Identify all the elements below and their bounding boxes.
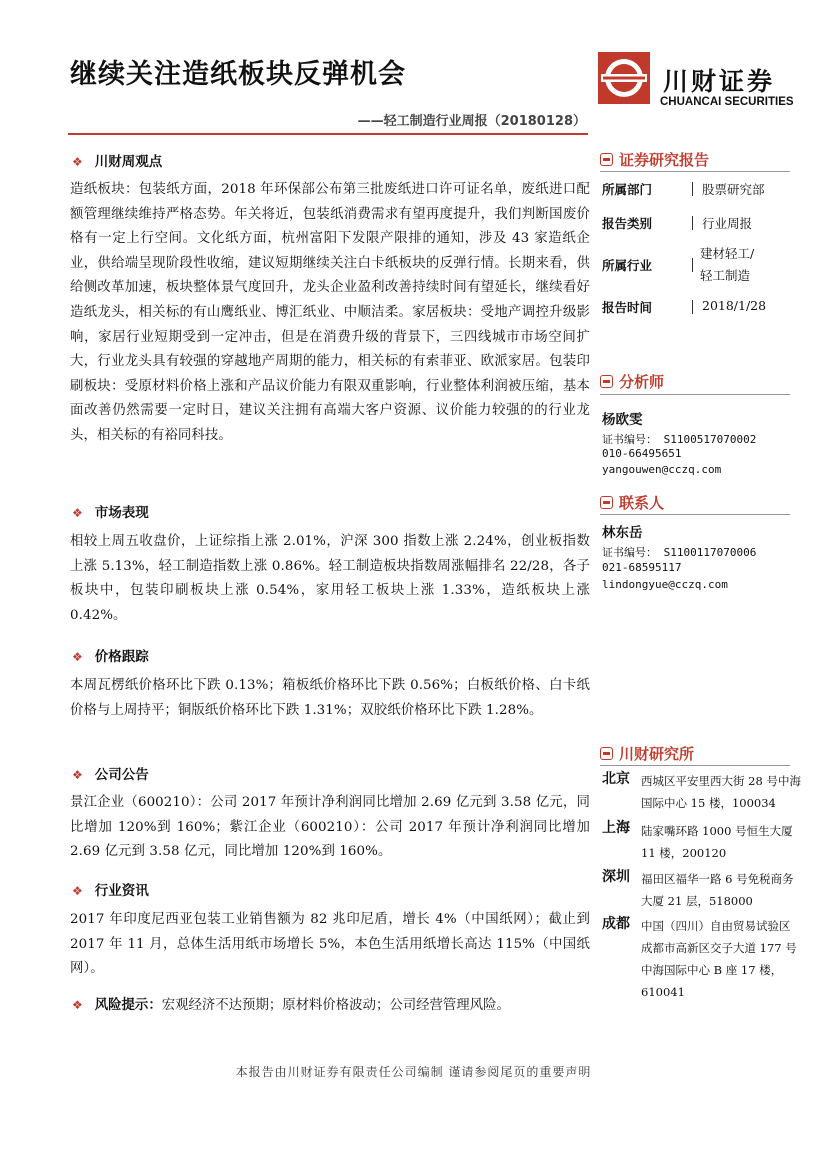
- company-name-cn: 川财证券: [663, 67, 776, 96]
- section-heading-announcement: ❖ 公司公告: [72, 767, 149, 783]
- building-icon: [600, 747, 613, 760]
- section-body-news: 2017 年印度尼西亚包装工业销售额为 82 兆印尼盾，增长 4%（中国纸网）；截止到 2017 年 11 月，总体生活用纸市场增长 5%，本色生活用纸增长高达 115%（中国纸网）。: [70, 912, 590, 977]
- analyst-email[interactable]: yangouwen@cczq.com: [602, 463, 722, 476]
- section-body-view: 造纸板块：包装纸方面，2018 年环保部公布第三批废纸进口许可证名单，废纸进口配额管理继续维持严格态势。年关将近，包装纸消费需求有望再度提升，我们判断国废价格有一定上行空间。文化纸方面，杭州富阳下发限产限排的通知，涉及 43 家造纸企业，供给端呈现阶段性收缩，建议短期继续关注白卡纸板块的反弹行情。长期来看，供给侧改革加速，板块整体景气度回升，龙头企业盈利改善持续时间有望延长，继续看好造纸龙头，相关标的有山鹰纸业、博汇纸业、中顺洁柔。家居板块：受地产调控升级影响，家居行业短期受到一定冲击，但是在消费升级的背景下，三四线城市市场空间扩大，行业龙头具有较强的穿越地产周期的能力，相关标的有索菲亚、欧派家居。包装印刷板块：受原材料价格上涨和产品议价能力有限双重影响，行业整体利润被压缩，基本面改善仍然需要一定时日，建议关注拥有高端大客户资源、议价能力较强的的行业龙头，相关标的有裕同科技。: [70, 182, 590, 443]
- diamond-bullet-icon: ❖: [72, 650, 83, 664]
- info-value-department: 股票研究部: [702, 182, 765, 197]
- analyst-phone: 010-66495651: [602, 447, 682, 460]
- person-icon: [600, 496, 613, 509]
- section-heading-view: ❖ 川财周观点: [72, 154, 163, 170]
- info-label-department: 所属部门: [602, 182, 653, 197]
- divider: [600, 171, 790, 172]
- info-value-category: 行业周报: [702, 216, 753, 231]
- analyst-name: 杨欧雯: [602, 412, 643, 428]
- diamond-bullet-icon: ❖: [72, 768, 83, 782]
- institute-heading: 川财研究所: [600, 743, 694, 764]
- info-label-industry: 所属行业: [602, 258, 653, 273]
- diamond-bullet-icon: ❖: [72, 506, 83, 520]
- report-subtitle: ——轻工制造行业周报（20180128）: [357, 114, 586, 129]
- office-city-beijing: 北京: [602, 771, 630, 787]
- footer-disclaimer: 本报告由川财证券有限责任公司编制 谨请参阅尾页的重要声明: [235, 1065, 592, 1079]
- contact-email[interactable]: lindongyue@cczq.com: [602, 578, 728, 591]
- contact-phone: 021-68595117: [602, 561, 682, 574]
- analyst-heading: 分析师: [600, 371, 664, 392]
- company-name-en: CHUANCAI SECURITIES: [660, 96, 794, 108]
- diamond-bullet-icon: ❖: [72, 998, 83, 1012]
- divider: [692, 258, 693, 272]
- diamond-bullet-icon: ❖: [72, 884, 83, 898]
- info-label-category: 报告类别: [602, 216, 653, 231]
- header-divider: [68, 133, 588, 135]
- divider: [692, 300, 693, 314]
- analyst-cert: 证书编号： S1100517070002: [602, 433, 757, 446]
- section-heading-market: ❖ 市场表现: [72, 505, 149, 521]
- divider: [692, 216, 693, 230]
- person-icon: [600, 375, 613, 388]
- office-address-shenzhen: 福田区福华一路 6 号免税商务大厦 21 层，518000: [641, 872, 794, 908]
- contact-name: 林东岳: [602, 525, 643, 541]
- divider: [600, 394, 790, 395]
- risk-warning: ❖ 风险提示：宏观经济不达预期；原材料价格波动；公司经营管理风险。: [72, 998, 510, 1013]
- office-city-shenzhen: 深圳: [602, 869, 630, 885]
- report-icon: [600, 153, 613, 166]
- section-body-market: 相较上周五收盘价，上证综指上涨 2.01%，沪深 300 指数上涨 2.24%，创业板指数上涨 5.13%，轻工制造指数上涨 0.86%。轻工制造板块指数周涨幅排名 22/28，各子板块中，包装印刷板块上涨 0.54%，家用轻工板块上涨 1.33%，造纸板块上涨 0.42%。: [70, 534, 590, 623]
- office-address-beijing: 西城区平安里西大街 28 号中海国际中心 15 楼，100034: [641, 774, 801, 810]
- office-city-shanghai: 上海: [602, 820, 630, 836]
- report-info-heading: 证券研究报告: [600, 149, 709, 170]
- info-label-date: 报告时间: [602, 300, 653, 315]
- section-body-announcement: 景江企业（600210）：公司 2017 年预计净利润同比增加 2.69 亿元到 3.58 亿元，同比增加 120%到 160%；紫江企业（600210）：公司 2017 年预计净利润同比增加 2.69 亿元到 3.58 亿元，同比增加 120%到 160%。: [70, 795, 590, 860]
- contact-heading: 联系人: [600, 492, 664, 513]
- diamond-bullet-icon: ❖: [72, 155, 83, 169]
- section-body-price: 本周瓦楞纸价格环比下跌 0.13%；箱板纸价格环比下跌 0.56%；白板纸价格、白卡纸价格与上周持平；铜版纸价格环比下跌 1.31%；双胶纸价格环比下跌 1.28%。: [70, 678, 590, 718]
- info-value-date: 2018/1/28: [702, 298, 767, 313]
- office-address-chengdu: 中国（四川）自由贸易试验区成都市高新区交子大道 177 号中海国际中心 B 座 17 楼，610041: [641, 919, 797, 999]
- office-city-chengdu: 成都: [602, 916, 630, 932]
- contact-cert: 证书编号： S1100117070006: [602, 546, 757, 559]
- divider: [600, 514, 790, 515]
- office-address-shanghai: 陆家嘴环路 1000 号恒生大厦 11 楼，200120: [641, 824, 793, 860]
- company-logo-icon: [598, 52, 650, 104]
- info-value-industry: 建材轻工/ 轻工制造: [700, 246, 755, 283]
- report-title: 继续关注造纸板块反弹机会: [70, 59, 406, 90]
- divider: [692, 182, 693, 196]
- divider: [600, 765, 790, 766]
- section-heading-price: ❖ 价格跟踪: [72, 649, 149, 665]
- section-heading-news: ❖ 行业资讯: [72, 883, 149, 899]
